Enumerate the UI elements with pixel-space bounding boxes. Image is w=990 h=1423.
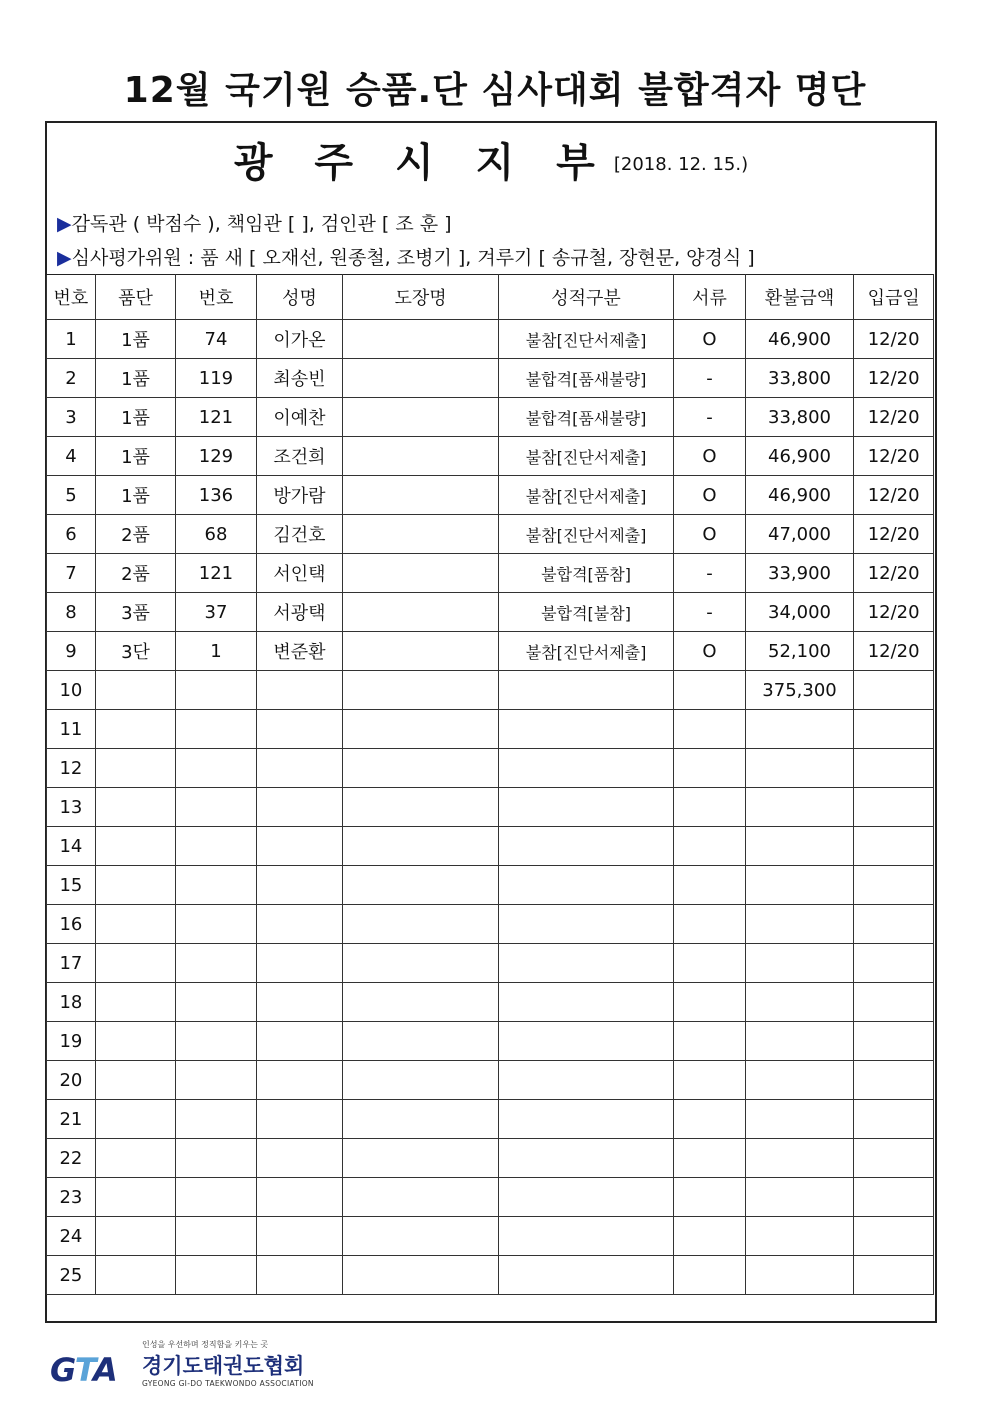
table-row [47,749,934,788]
branch-heading [47,131,935,188]
exam-date: [2018. 12. 15.) [613,154,749,175]
cell-documents [674,983,746,1022]
cell-documents: - [674,593,746,632]
cell-name [256,710,343,749]
cell-no: 11 [47,710,96,749]
cell-rank [95,905,175,944]
cell-rank [95,1256,175,1295]
cell-exam-number [176,1022,256,1061]
cell-name [256,1100,343,1139]
cell-refund [745,827,854,866]
cell-no: 9 [47,632,96,671]
cell-name [256,1061,343,1100]
column-header-no: 번호 [47,275,96,320]
cell-exam-number [176,1256,256,1295]
cell-result [498,788,673,827]
cell-rank [95,1217,175,1256]
cell-refund: 34,000 [745,593,854,632]
association-footer [50,1333,314,1393]
cell-exam-number [176,1100,256,1139]
cell-deposit-date [854,944,934,983]
table-row [47,398,934,437]
cell-dojang [343,320,499,359]
cell-deposit-date: 12/20 [854,359,934,398]
table-row [47,866,934,905]
cell-dojang [343,1178,499,1217]
cell-exam-number: 119 [176,359,256,398]
cell-rank [95,671,175,710]
table-row [47,710,934,749]
cell-deposit-date: 12/20 [854,437,934,476]
cell-deposit-date [854,710,934,749]
cell-rank [95,827,175,866]
cell-result [498,710,673,749]
cell-documents: O [674,320,746,359]
cell-name [256,944,343,983]
cell-dojang [343,593,499,632]
cell-dojang [343,1061,499,1100]
cell-dojang [343,398,499,437]
cell-result [498,1139,673,1178]
cell-dojang [343,905,499,944]
table-row [47,1256,934,1295]
cell-result [498,1100,673,1139]
cell-refund: 46,900 [745,476,854,515]
cell-refund [745,1178,854,1217]
cell-name: 조건희 [256,437,343,476]
cell-refund: 33,900 [745,554,854,593]
cell-exam-number [176,710,256,749]
cell-no: 14 [47,827,96,866]
cell-dojang [343,983,499,1022]
cell-dojang [343,1100,499,1139]
cell-no: 13 [47,788,96,827]
table-row [47,515,934,554]
cell-exam-number [176,944,256,983]
cell-refund [745,710,854,749]
cell-name: 최송빈 [256,359,343,398]
cell-rank [95,1178,175,1217]
cell-deposit-date [854,671,934,710]
cell-name [256,671,343,710]
cell-result: 불참[진단서제출] [498,632,673,671]
cell-documents: O [674,515,746,554]
cell-deposit-date: 12/20 [854,515,934,554]
cell-name [256,749,343,788]
cell-refund [745,749,854,788]
cell-no: 23 [47,1178,96,1217]
cell-rank: 2품 [95,515,175,554]
column-header-deposit-date: 입금일 [854,275,934,320]
cell-refund [745,1061,854,1100]
cell-rank [95,788,175,827]
cell-result [498,827,673,866]
cell-result [498,1178,673,1217]
cell-result [498,1217,673,1256]
table-row [47,320,934,359]
cell-no: 4 [47,437,96,476]
officials-text: 감독관 ( 박점수 ), 책임관 [ ], 검인관 [ 조 훈 ] [71,213,452,235]
cell-result [498,983,673,1022]
cell-exam-number [176,866,256,905]
cell-exam-number [176,827,256,866]
cell-exam-number: 121 [176,398,256,437]
cell-deposit-date [854,1256,934,1295]
cell-dojang [343,1022,499,1061]
column-header-refund: 환불금액 [745,275,854,320]
cell-name: 서광택 [256,593,343,632]
cell-exam-number [176,983,256,1022]
cell-result: 불참[진단서제출] [498,515,673,554]
table-row [47,788,934,827]
cell-rank [95,1100,175,1139]
cell-deposit-date: 12/20 [854,632,934,671]
cell-result: 불합격[품새불량] [498,398,673,437]
column-header-exam-number: 번호 [176,275,256,320]
judges-text: 심사평가위원 : 품 새 [ 오재선, 원종철, 조병기 ], 겨루기 [ 송규철, 장현문, 양경식 ] [71,247,755,269]
cell-name [256,905,343,944]
cell-rank: 1품 [95,437,175,476]
cell-deposit-date [854,983,934,1022]
cell-rank [95,944,175,983]
cell-result [498,866,673,905]
cell-no: 21 [47,1100,96,1139]
cell-exam-number [176,671,256,710]
cell-exam-number [176,749,256,788]
cell-deposit-date [854,1100,934,1139]
results-table [46,274,934,1295]
cell-name: 방가람 [256,476,343,515]
cell-deposit-date: 12/20 [854,320,934,359]
cell-exam-number [176,905,256,944]
column-header-documents: 서류 [674,275,746,320]
cell-documents: O [674,476,746,515]
cell-exam-number: 37 [176,593,256,632]
cell-refund: 46,900 [745,437,854,476]
column-header-rank: 품단 [95,275,175,320]
cell-deposit-date [854,1061,934,1100]
cell-no: 20 [47,1061,96,1100]
branch-name: 광 주 시 지 부 [233,140,609,186]
cell-refund [745,1256,854,1295]
cell-dojang [343,1256,499,1295]
table-row [47,1061,934,1100]
cell-documents: - [674,359,746,398]
cell-name [256,983,343,1022]
cell-deposit-date: 12/20 [854,554,934,593]
table-row [47,983,934,1022]
cell-name: 이가온 [256,320,343,359]
table-row [47,944,934,983]
cell-documents: - [674,554,746,593]
cell-rank [95,1061,175,1100]
cell-dojang [343,827,499,866]
cell-dojang [343,788,499,827]
cell-result: 불참[진단서제출] [498,476,673,515]
cell-refund [745,1139,854,1178]
cell-no: 8 [47,593,96,632]
cell-result: 불참[진단서제출] [498,320,673,359]
cell-no: 15 [47,866,96,905]
bullet-arrow-icon: ▶ [57,247,72,269]
cell-result [498,1256,673,1295]
association-name-en: GYEONG GI-DO TAEKWONDO ASSOCIATION [142,1379,314,1388]
bullet-arrow-icon: ▶ [57,213,72,235]
cell-documents [674,788,746,827]
cell-result: 불합격[품참] [498,554,673,593]
table-row [47,671,934,710]
cell-deposit-date: 12/20 [854,593,934,632]
cell-name [256,788,343,827]
cell-name [256,1022,343,1061]
cell-deposit-date [854,866,934,905]
cell-documents: - [674,398,746,437]
column-header-name: 성명 [256,275,343,320]
cell-deposit-date [854,1022,934,1061]
cell-refund [745,1100,854,1139]
cell-refund: 52,100 [745,632,854,671]
cell-no: 18 [47,983,96,1022]
cell-result [498,905,673,944]
cell-no: 12 [47,749,96,788]
cell-no: 10 [47,671,96,710]
table-row [47,1139,934,1178]
cell-deposit-date [854,1178,934,1217]
cell-refund: 47,000 [745,515,854,554]
table-row [47,827,934,866]
cell-documents [674,1100,746,1139]
table-row [47,554,934,593]
cell-documents [674,749,746,788]
table-row [47,593,934,632]
cell-deposit-date [854,1217,934,1256]
cell-dojang [343,944,499,983]
cell-exam-number [176,1139,256,1178]
cell-dojang [343,476,499,515]
cell-documents: O [674,437,746,476]
cell-documents [674,944,746,983]
cell-no: 22 [47,1139,96,1178]
cell-documents [674,1256,746,1295]
cell-refund [745,944,854,983]
cell-refund [745,866,854,905]
cell-exam-number [176,1061,256,1100]
cell-deposit-date [854,788,934,827]
cell-refund: 46,900 [745,320,854,359]
cell-refund [745,983,854,1022]
cell-name: 김건호 [256,515,343,554]
cell-dojang [343,866,499,905]
cell-exam-number: 129 [176,437,256,476]
cell-no: 17 [47,944,96,983]
roster-sheet [45,121,937,1323]
cell-name [256,866,343,905]
cell-dojang [343,1139,499,1178]
table-row [47,1100,934,1139]
cell-dojang [343,671,499,710]
cell-documents: O [674,632,746,671]
cell-exam-number: 136 [176,476,256,515]
cell-deposit-date [854,1139,934,1178]
cell-documents [674,905,746,944]
cell-no: 6 [47,515,96,554]
table-row [47,905,934,944]
cell-documents [674,1139,746,1178]
cell-dojang [343,710,499,749]
cell-result: 불합격[불참] [498,593,673,632]
cell-rank [95,710,175,749]
cell-documents [674,1022,746,1061]
cell-name [256,1139,343,1178]
cell-no: 24 [47,1217,96,1256]
cell-exam-number: 68 [176,515,256,554]
cell-documents [674,710,746,749]
cell-no: 7 [47,554,96,593]
cell-rank [95,983,175,1022]
cell-documents [674,1061,746,1100]
cell-result [498,1061,673,1100]
column-header-result: 성적구분 [498,275,673,320]
cell-exam-number [176,1217,256,1256]
table-row [47,1217,934,1256]
cell-exam-number: 121 [176,554,256,593]
cell-rank: 1품 [95,476,175,515]
cell-rank: 3품 [95,593,175,632]
cell-dojang [343,437,499,476]
cell-name [256,1178,343,1217]
column-header-dojang: 도장명 [343,275,499,320]
cell-result [498,671,673,710]
cell-refund: 33,800 [745,398,854,437]
cell-exam-number: 1 [176,632,256,671]
cell-rank: 3단 [95,632,175,671]
cell-no: 19 [47,1022,96,1061]
cell-refund [745,1217,854,1256]
table-row [47,1022,934,1061]
cell-dojang [343,554,499,593]
cell-name [256,827,343,866]
cell-no: 25 [47,1256,96,1295]
cell-deposit-date [854,827,934,866]
table-row [47,632,934,671]
cell-rank [95,1139,175,1178]
cell-refund [745,905,854,944]
cell-no: 5 [47,476,96,515]
table-row [47,359,934,398]
table-row [47,1178,934,1217]
cell-rank: 1품 [95,359,175,398]
cell-rank: 2품 [95,554,175,593]
footer-slogan: 인성을 우선하며 정직함을 키우는 곳 [142,1340,269,1349]
cell-documents [674,827,746,866]
cell-rank [95,866,175,905]
cell-refund: 33,800 [745,359,854,398]
cell-result: 불참[진단서제출] [498,437,673,476]
gta-logo: GTA [50,1351,117,1389]
cell-exam-number [176,788,256,827]
cell-result [498,944,673,983]
cell-dojang [343,1217,499,1256]
cell-refund [745,1022,854,1061]
cell-dojang [343,632,499,671]
cell-name: 이예찬 [256,398,343,437]
association-name: 경기도태권도협회 [142,1354,305,1378]
cell-deposit-date [854,905,934,944]
cell-refund [745,788,854,827]
cell-result [498,749,673,788]
cell-name: 변준환 [256,632,343,671]
cell-deposit-date: 12/20 [854,476,934,515]
cell-name [256,1256,343,1295]
cell-no: 2 [47,359,96,398]
cell-exam-number [176,1178,256,1217]
cell-refund: 375,300 [745,671,854,710]
cell-no: 1 [47,320,96,359]
cell-documents [674,866,746,905]
cell-exam-number: 74 [176,320,256,359]
cell-rank: 1품 [95,398,175,437]
cell-name: 서인택 [256,554,343,593]
cell-name [256,1217,343,1256]
cell-deposit-date [854,749,934,788]
table-row [47,437,934,476]
cell-documents [674,1178,746,1217]
document-title: 12월 국기원 승품.단 심사대회 불합격자 명단 [123,70,867,111]
cell-rank [95,749,175,788]
cell-result: 불합격[품새불량] [498,359,673,398]
cell-rank: 1품 [95,320,175,359]
cell-dojang [343,749,499,788]
judges-line [57,243,755,270]
cell-deposit-date: 12/20 [854,398,934,437]
cell-rank [95,1022,175,1061]
cell-documents [674,671,746,710]
cell-documents [674,1217,746,1256]
officials-line [57,209,452,236]
cell-dojang [343,359,499,398]
table-row [47,476,934,515]
cell-no: 3 [47,398,96,437]
cell-no: 16 [47,905,96,944]
cell-dojang [343,515,499,554]
cell-result [498,1022,673,1061]
table-header-row [47,275,934,320]
